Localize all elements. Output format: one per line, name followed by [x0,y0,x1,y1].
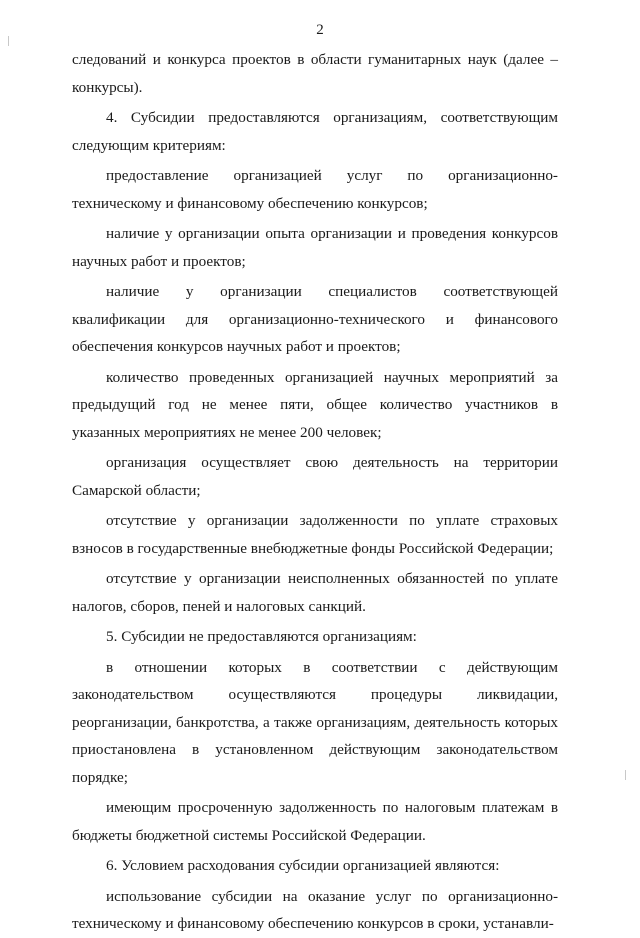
paragraph-criterion: наличие у организации специалистов соответствующей квалификации для организационно-технического и финансового обеспечения конкурсов научных работ и проектов; [72,283,558,355]
paragraph-clause-4: 4. Субсидии предоставляются организациям, соответствующим следующим критериям: [72,109,558,154]
paragraph-clause-6: 6. Условием расходования субсидии организацией являются: [106,857,500,874]
paragraph-criterion: предоставление организацией услуг по организационно-техническому и финансовому обеспечению конкурсов; [72,167,558,212]
paragraph-condition: использование субсидии на оказание услуг по организационно-техническому и финансовому обеспечению конкурсов в сроки, устанавли- [72,887,558,932]
paragraph-clause-5: 5. Субсидии не предоставляются организациям: [106,628,417,645]
document-body [72,46,558,938]
scan-margin-mark-right [625,770,626,780]
page-number: 2 [316,22,324,38]
paragraph-exclusion: в отношении которых в соответствии с действующим законодательством осуществляются процедуры ликвидации, реорганизации, банкротства, а также организациям, деятельность которых приостановлена в установленном действующим законодательством порядке; [72,658,558,786]
paragraph-exclusion: имеющим просроченную задолженность по налоговым платежам в бюджеты бюджетной системы Российской Федерации. [72,799,558,844]
paragraph-criterion: наличие у организации опыта организации и проведения конкурсов научных работ и проектов; [72,225,558,270]
paragraph-criterion: организация осуществляет свою деятельность на территории Самарской области; [72,454,558,499]
paragraph-criterion: отсутствие у организации неисполненных обязанностей по уплате налогов, сборов, пеней и налоговых санкций. [72,570,558,615]
paragraph-continuation: следований и конкурса проектов в области гуманитарных наук (далее – конкурсы). [72,51,558,96]
paragraph-criterion: количество проведенных организацией научных мероприятий за предыдущий год не менее пяти, общее количество участников в указанных мероприятиях не менее 200 человек; [72,368,558,441]
paragraph-criterion: отсутствие у организации задолженности по уплате страховых взносов в государственные внебюджетные фонды Российской Федерации; [72,512,558,557]
